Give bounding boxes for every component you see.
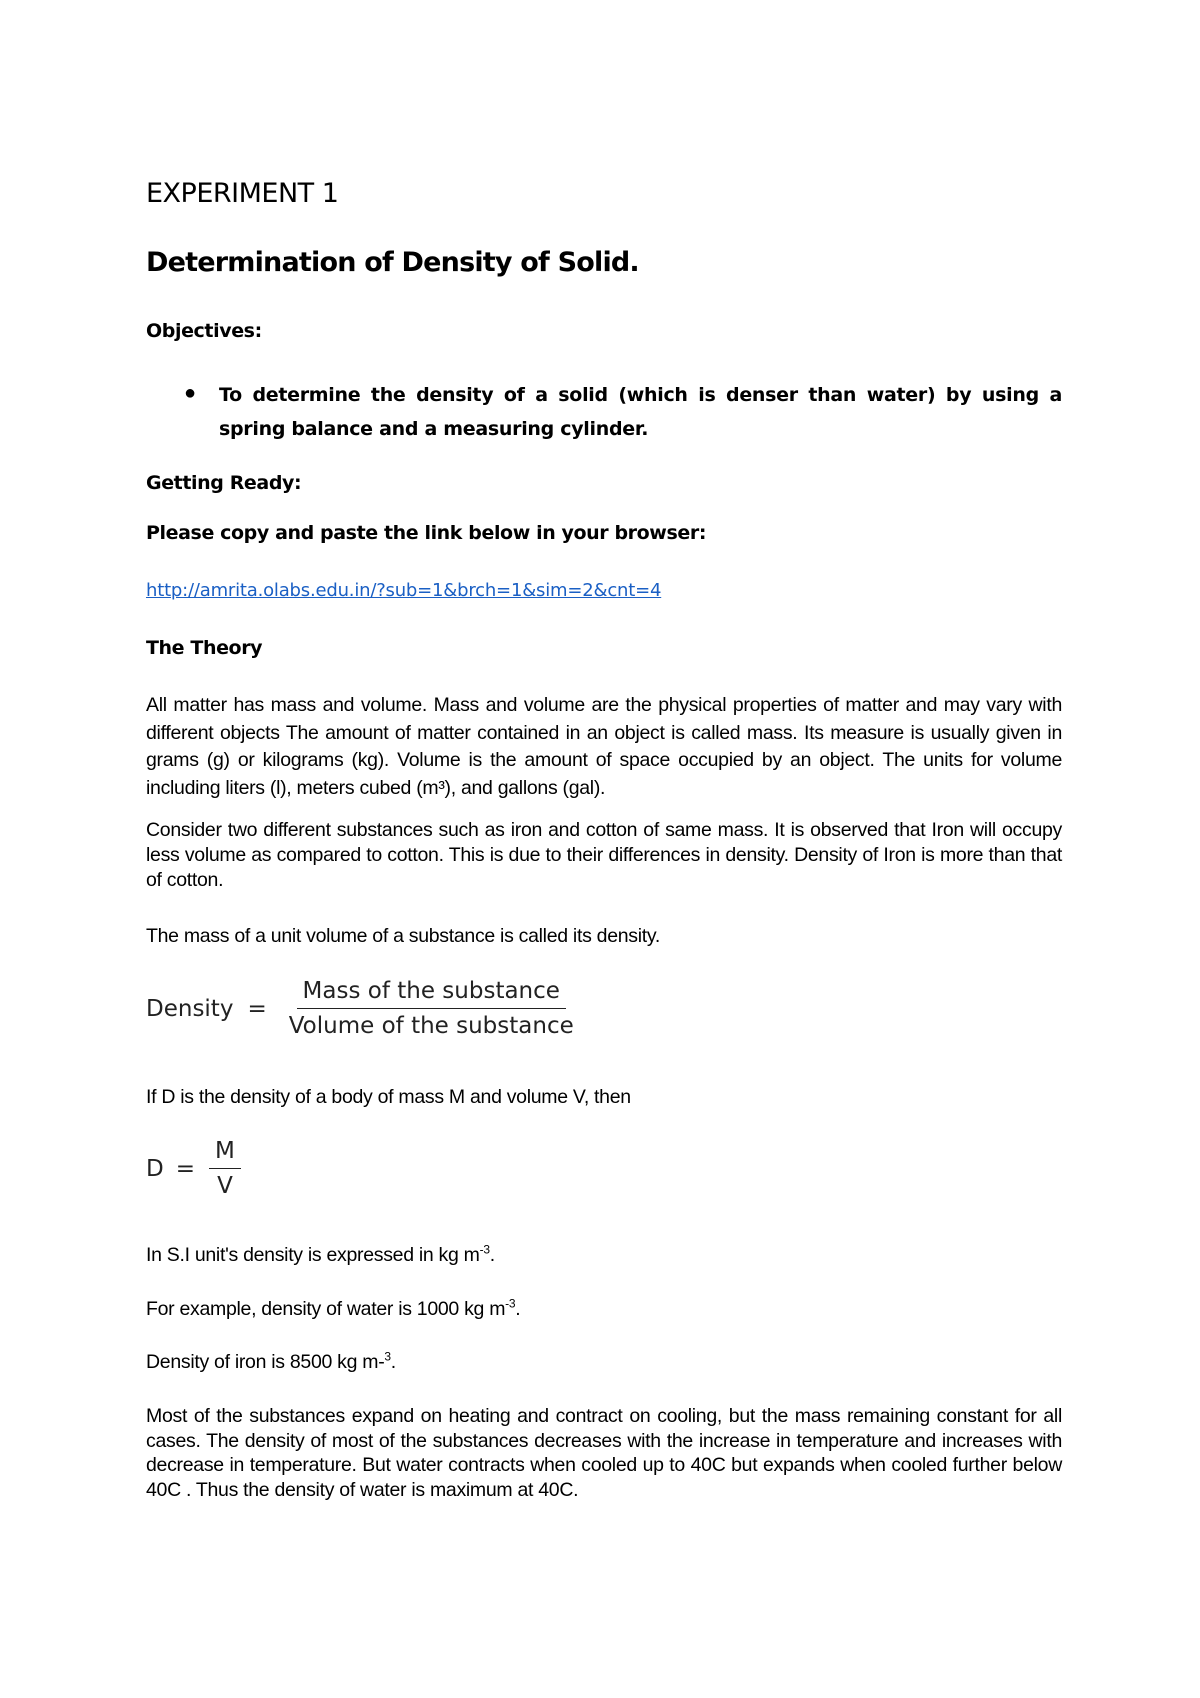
page-title: Determination of Density of Solid. — [146, 247, 639, 278]
formula-lhs: D — [146, 1155, 164, 1182]
objective-text: To determine the density of a solid (which is denser than water) by using a spring balance and a measuring cylinder. — [219, 384, 1062, 440]
si-unit-end: . — [489, 1244, 495, 1266]
theory-paragraph-4: If D is the density of a body of mass M and volume V, then — [146, 1086, 631, 1108]
water-density-line — [146, 1298, 520, 1321]
formula-denominator: Volume of the substance — [288, 1013, 574, 1039]
iron-density-end: . — [390, 1351, 396, 1373]
formula-fraction — [209, 1138, 241, 1199]
getting-ready-heading: Getting Ready: — [146, 472, 302, 494]
objective-list-item — [146, 378, 1062, 446]
iron-density-text: Density of iron is 8500 kg m- — [146, 1351, 385, 1373]
theory-heading: The Theory — [146, 637, 263, 659]
iron-density-exponent: 3 — [384, 1349, 391, 1364]
formula-numerator: M — [209, 1138, 241, 1169]
formula-denominator: V — [217, 1173, 233, 1199]
si-unit-line — [146, 1244, 495, 1267]
iron-density-line — [146, 1351, 396, 1374]
d-equals-m-over-v-formula — [146, 1138, 241, 1199]
si-unit-exponent: -3 — [479, 1242, 490, 1257]
formula-equals: = — [247, 995, 267, 1022]
formula-equals: = — [175, 1155, 195, 1182]
formula-numerator: Mass of the substance — [297, 978, 566, 1009]
water-density-end: . — [515, 1298, 521, 1320]
theory-paragraph-5: Most of the substances expand on heating and contract on cooling, but the mass remaining constant for all cases. The density of most of the substances decreases with the increase in temperature and increases with decrease in temperature. But water contracts when cooled up to 40C but expands when cooled further below 40C . Thus the density of water is maximum at 40C. — [146, 1405, 1062, 1501]
objectives-heading: Objectives: — [146, 320, 262, 342]
experiment-label: EXPERIMENT 1 — [146, 178, 339, 209]
olabs-link[interactable]: http://amrita.olabs.edu.in/?sub=1&brch=1&sim=2&cnt=4 — [146, 580, 662, 601]
bullet-icon: ● — [184, 382, 197, 404]
theory-paragraph-1: All matter has mass and volume. Mass and volume are the physical properties of matter and may vary with different objects The amount of matter contained in an object is called mass. Its measure is usually given in grams (g) or kilograms (kg). Volume is the amount of space occupied by an object. The units for volume including liters (l), meters cubed (m³), and gallons (gal). — [146, 694, 1062, 799]
formula-fraction — [283, 978, 580, 1039]
theory-paragraph-2: Consider two different substances such as iron and cotton of same mass. It is observed that Iron will occupy less volume as compared to cotton. This is due to their differences in density. Density of Iron is more than that of cotton. — [146, 819, 1062, 891]
theory-paragraph-3: The mass of a unit volume of a substance is called its density. — [146, 925, 660, 947]
density-formula — [146, 978, 580, 1039]
formula-lhs: Density — [146, 995, 234, 1022]
copy-link-instruction: Please copy and paste the link below in your browser: — [146, 522, 707, 544]
si-unit-text: In S.I unit's density is expressed in kg m — [146, 1244, 480, 1266]
water-density-exponent: -3 — [505, 1296, 516, 1311]
water-density-text: For example, density of water is 1000 kg m — [146, 1298, 506, 1320]
